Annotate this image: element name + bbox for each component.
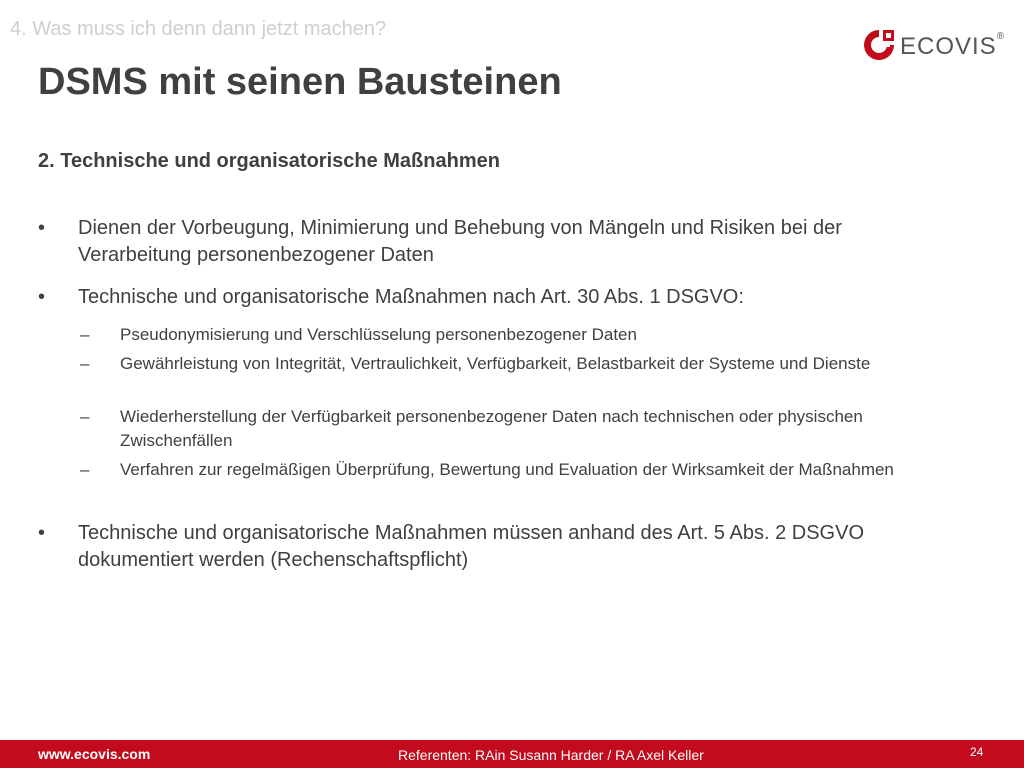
sub-item-marker: –: [80, 325, 90, 344]
sub-item-text: Verfahren zur regelmäßigen Überprüfung, Bewertung und Evaluation der Wirksamkeit der Maßnahmen: [120, 460, 894, 479]
sub-item-marker: –: [80, 460, 90, 479]
bullet-item-2: [38, 284, 938, 311]
bullet-text: Dienen der Vorbeugung, Minimierung und Behebung von Mängeln und Risiken bei der Verarbeitung personenbezogener Daten: [78, 217, 842, 266]
page-title: DSMS mit seinen Bausteinen: [38, 61, 562, 103]
sub-item-marker: –: [80, 354, 90, 373]
ecovis-logo: [862, 27, 1005, 63]
sub-item-1: [80, 323, 940, 347]
footer-speakers: Referenten: RAin Susann Harder / RA Axel Keller: [398, 747, 704, 763]
sub-item-2: [80, 352, 940, 376]
sub-item-text: Gewährleistung von Integrität, Vertraulichkeit, Verfügbarkeit, Belastbarkeit der Systeme und Dienste: [120, 354, 871, 373]
bullet-item-1: [38, 215, 938, 269]
ecovis-logo-text: ECOVIS®: [900, 31, 1005, 60]
bullet-marker: •: [38, 217, 46, 239]
sub-item-text: Wiederherstellung der Verfügbarkeit personenbezogener Daten nach technischen oder physischen Zwischenfällen: [120, 407, 863, 450]
page-number: 24: [970, 745, 984, 759]
section-label: 4. Was muss ich denn dann jetzt machen?: [10, 18, 387, 40]
slide-subtitle: 2. Technische und organisatorische Maßnahmen: [38, 150, 500, 172]
bullet-marker: •: [38, 522, 46, 544]
footer-bar: [0, 740, 1024, 768]
sub-item-4: [80, 458, 940, 482]
ecovis-logo-mark-icon: [862, 27, 896, 63]
sub-item-marker: –: [80, 407, 90, 426]
sub-item-text: Pseudonymisierung und Verschlüsselung personenbezogener Daten: [120, 325, 637, 344]
bullet-text: Technische und organisatorische Maßnahmen nach Art. 30 Abs. 1 DSGVO:: [78, 286, 744, 308]
footer-url[interactable]: www.ecovis.com: [38, 746, 151, 762]
bullet-item-3: [38, 520, 938, 574]
bullet-marker: •: [38, 286, 46, 308]
bullet-text: Technische und organisatorische Maßnahmen müssen anhand des Art. 5 Abs. 2 DSGVO dokumentiert werden (Rechenschaftspflicht): [78, 522, 864, 571]
sub-item-3: [80, 405, 940, 453]
